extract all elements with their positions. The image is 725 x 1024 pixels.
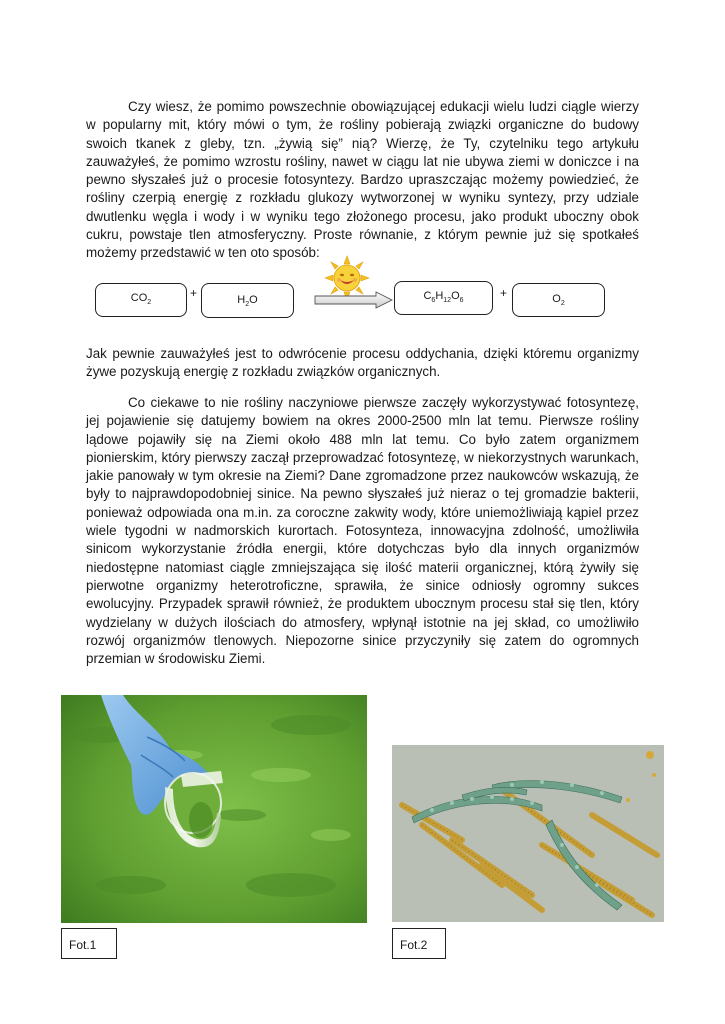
plus-sign-1: + — [190, 286, 198, 300]
photo2-caption: Fot.2 — [392, 928, 446, 959]
o2-subscript: 2 — [560, 300, 565, 308]
cyanobacteria-paragraph: Co ciekawe to nie rośliny naczyniowe pierwsze zaczęły wykorzystywać fotosyntezę, jej pojawienie się datujemy bowiem na okres 2000-2500 mln lat temu. Pierwsze rośliny lądowe pojawiły się na Ziemi około 488 mln lat temu. Co było zatem organizmem pionierskim, który pierwszy zaczął przeprowadzać fotosyntezę, w niekorzystnych warunkach, jakie panowały w tym okresie na Ziemi? Dane zgromadzone przez naukowców wskazują, że były to najprawdopodobniej sinice. Na pewno słyszałeś już nieraz o tej gromadzie bakterii, ponieważ odpowiada ona m.in. za coroczne zakwity wody, które uniemożliwiają kąpiel przez wiele tygodni w nadmorskich kurortach. Fotosynteza, innowacyjna zdolność, umożliwiła sinicom wykorzystanie źródła energii, które dotychczas było dla innych organizmów niedostępne natomiast ciągle zmniejszająca się ilość materii organicznej, którą żywiły się pierwotne organizmy heterotroficzne, sprawiła, że sinice odniosły ogromny sukces ewolucyjny. Przypadek sprawił również, że produktem ubocznym procesu stał się tlen, który wydzielany w dużych ilościach do atmosfery, wpłynął istotnie na jej skład, co umożliwiło rozwój organizmów tlenowych. Niepozorne sinice przyczyniły się zatem do ogromnych przemian w środowisku Ziemi. — [86, 395, 639, 667]
plus-sign-2: + — [500, 286, 508, 300]
reactant-co2-box — [95, 283, 187, 317]
reactant-h2o-box — [201, 283, 294, 318]
glucose-c: C — [423, 290, 432, 302]
glucose-o-subscript: 6 — [459, 297, 464, 305]
product-glucose-box — [394, 281, 493, 315]
glucose-h: H — [435, 290, 444, 302]
co2-base: CO — [130, 292, 148, 304]
intro-paragraph: Czy wiesz, że pomimo powszechnie obowiązującej edukacji wielu ludzi ciągle wierzy w popularny mit, który mówi o tym, że rośliny pobierają związki organiczne do budowy swoich tkanek z gleby, tzn. „żywią się” nią? Wierzę, że Ty, czytelniku tego artykułu zauważyłeś, że pomimo wzrostu rośliny, nawet w ciągu lat nie ubywa ziemi w doniczce i na pewno słyszałeś już o procesie fotosyntezy. Bardzo upraszczając możemy powiedzieć, że rośliny czerpią energię z rozkładu glukozy wytworzonej w wyniku syntezy, przy udziale dwutlenku węgla i wody i w wyniku tego złożonego procesu, jako produkt uboczny obok cukru, powstaje tlen atmosferyczny. Proste równanie, z którym pewnie już się spotkałeś możemy przedstawić w ten oto sposób: — [86, 99, 639, 261]
product-o2-box — [512, 283, 605, 317]
co2-subscript: 2 — [147, 299, 152, 307]
photo-cyanobacteria-microscope — [392, 745, 664, 922]
respiration-paragraph: Jak pewnie zauważyłeś jest to odwrócenie procesu oddychania, dzięki któremu organizmy żywe pozyskują energię z rozkładu związków organicznych. — [86, 346, 639, 380]
o2-base: O — [552, 293, 561, 305]
h2o-tail: O — [249, 294, 258, 306]
photo-algae-bloom — [61, 695, 367, 923]
glucose-h-subscript: 12 — [443, 297, 452, 305]
right-arrow-icon — [314, 291, 394, 309]
glucose-c-subscript: 6 — [431, 297, 436, 305]
glucose-o: O — [451, 290, 460, 302]
h2o-subscript: 2 — [245, 301, 250, 309]
h2o-base: H — [237, 294, 246, 306]
photo1-caption: Fot.1 — [61, 928, 117, 959]
